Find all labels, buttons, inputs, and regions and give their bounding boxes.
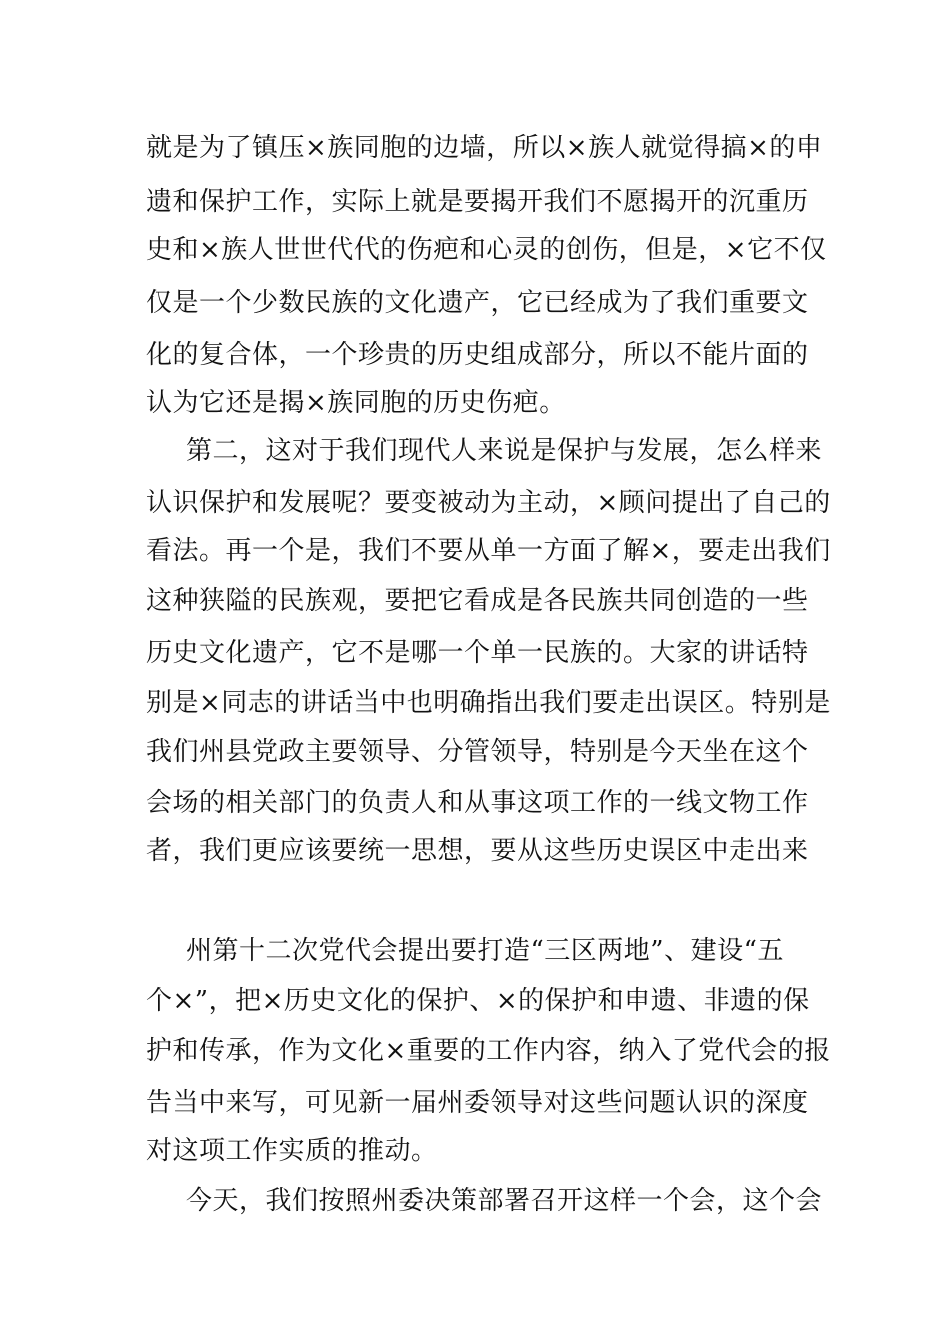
- text-line: 遗和保护工作，实际上就是要揭开我们不愿揭开的沉重历: [146, 187, 809, 217]
- text-line: 会场的相关部门的负责人和从事这项工作的一线文物工作: [146, 788, 809, 818]
- text-line: 认识保护和发展呢？要变被动为主动，×顾问提出了自己的: [146, 488, 831, 518]
- text-line: 告当中来写，可见新一届州委领导对这些问题认识的深度: [146, 1088, 809, 1118]
- paragraph-start-line: 今天，我们按照州委决策部署召开这样一个会，这个会: [186, 1186, 823, 1216]
- text-line: 别是×同志的讲话当中也明确指出我们要走出误区。特别是: [146, 688, 831, 718]
- text-line: 者，我们更应该要统一思想，要从这些历史误区中走出来: [146, 836, 809, 866]
- text-line: 我们州县党政主要领导、分管领导，特别是今天坐在这个: [146, 737, 809, 767]
- text-line: 个×”，把×历史文化的保护、×的保护和申遗、非遗的保: [146, 986, 810, 1016]
- text-line: 护和传承，作为文化×重要的工作内容，纳入了党代会的报: [146, 1036, 831, 1066]
- paragraph-start-line: 州第十二次党代会提出要打造“三区两地”、建设“五: [186, 936, 784, 966]
- text-line: 这种狭隘的民族观，要把它看成是各民族共同创造的一些: [146, 586, 809, 616]
- paragraph-start-line: 第二，这对于我们现代人来说是保护与发展，怎么样来: [186, 436, 823, 466]
- text-line: 仅是一个少数民族的文化遗产，它已经成为了我们重要文: [146, 288, 809, 318]
- text-line: 对这项工作实质的推动。: [146, 1136, 438, 1166]
- text-line: 历史文化遗产，它不是哪一个单一民族的。大家的讲话特: [146, 638, 809, 668]
- text-line: 看法。再一个是，我们不要从单一方面了解×，要走出我们: [146, 536, 831, 566]
- text-line: 史和×族人世世代代的伤疤和心灵的创伤，但是，×它不仅: [146, 235, 827, 265]
- text-line: 就是为了镇压×族同胞的边墙，所以×族人就觉得搞×的申: [146, 133, 823, 163]
- text-line: 化的复合体，一个珍贵的历史组成部分，所以不能片面的: [146, 340, 809, 370]
- text-line: 认为它还是揭×族同胞的历史伤疤。: [146, 388, 566, 418]
